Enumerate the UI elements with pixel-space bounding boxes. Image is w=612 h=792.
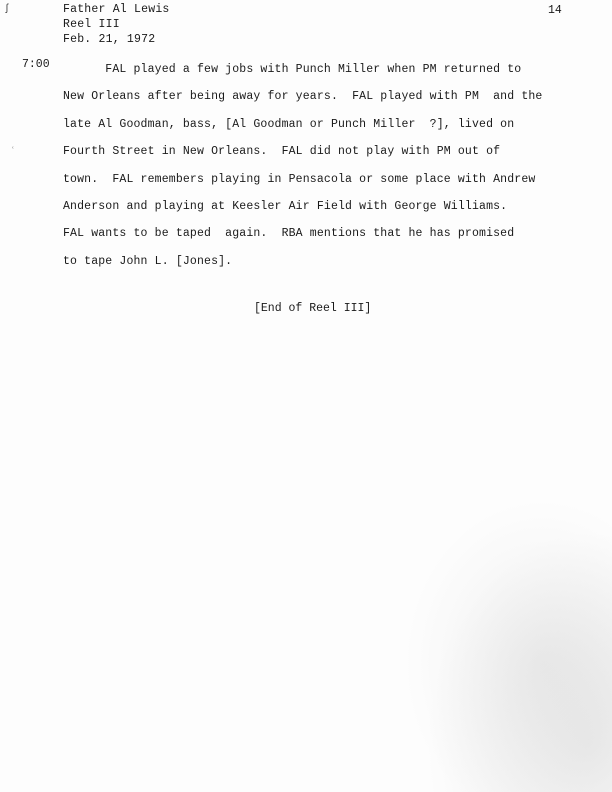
- transcript-line: Fourth Street in New Orleans. FAL did not play with PM out of: [63, 145, 501, 159]
- scan-noise: [380, 470, 612, 792]
- end-of-reel-marker: [End of Reel III]: [254, 302, 372, 315]
- timestamp: 7:00: [22, 58, 50, 71]
- header-date: Feb. 21, 1972: [63, 33, 156, 46]
- header-reel: Reel III: [63, 18, 120, 31]
- scan-corner-mark: ʃ: [4, 4, 11, 15]
- transcript-body: [63, 56, 583, 275]
- transcript-line: Anderson and playing at Keesler Air Field with George Williams.: [63, 200, 508, 214]
- transcript-line: FAL wants to be taped again. RBA mentions that he has promised: [63, 227, 515, 241]
- scan-margin-mark: ʿ: [10, 147, 17, 158]
- transcript-line: to tape John L. [Jones].: [63, 254, 233, 268]
- document-header: [63, 2, 170, 47]
- transcript-line: late Al Goodman, bass, [Al Goodman or Punch Miller ?], lived on: [63, 117, 515, 131]
- transcript-line: New Orleans after being away for years. FAL played with PM and the: [63, 90, 543, 104]
- transcript-line: town. FAL remembers playing in Pensacola or some place with Andrew: [63, 172, 536, 186]
- transcript-line: FAL played a few jobs with Punch Miller when PM returned to: [63, 63, 522, 76]
- header-interviewee: Father Al Lewis: [63, 3, 170, 16]
- page-number: 14: [548, 4, 562, 17]
